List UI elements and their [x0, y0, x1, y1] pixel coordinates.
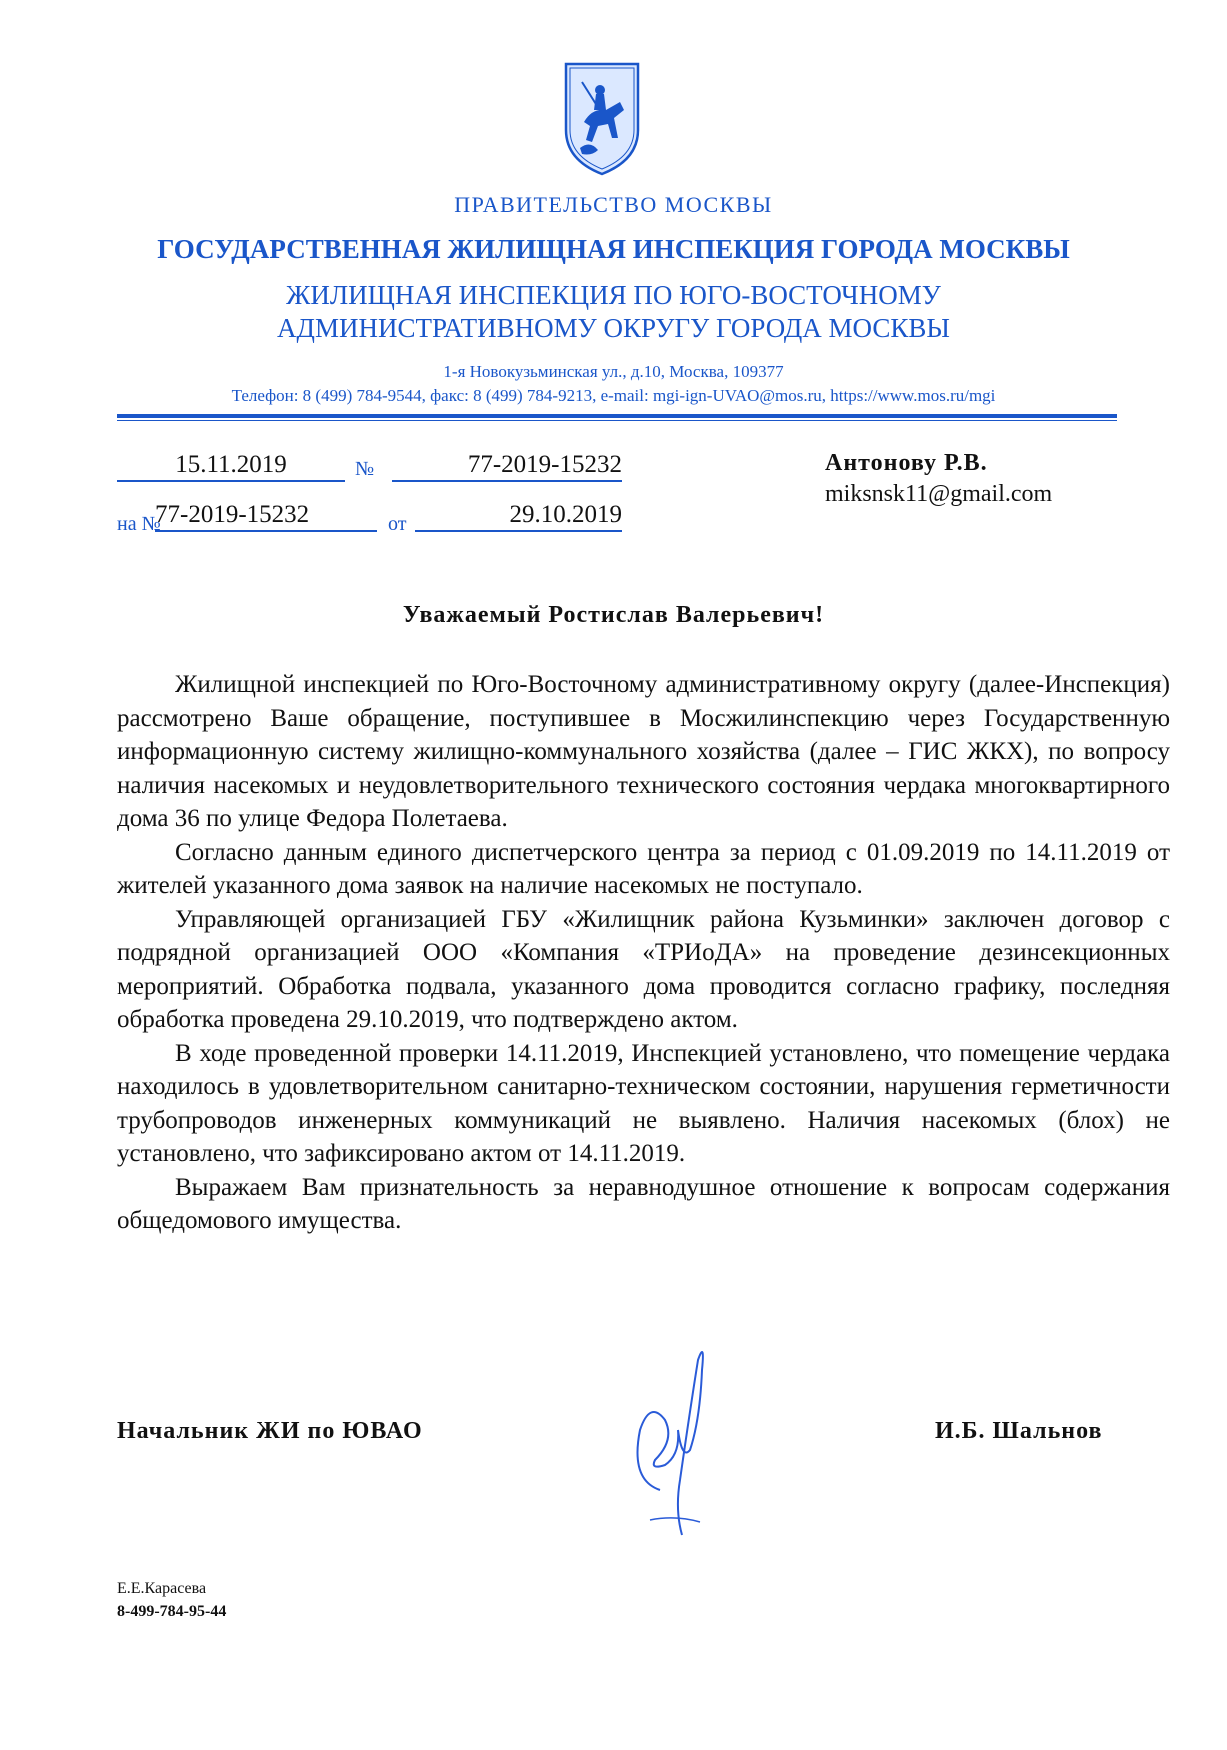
department-name-line2: АДМИНИСТРАТИВНОМУ ОКРУГУ ГОРОДА МОСКВЫ: [277, 313, 950, 343]
paragraph: В ходе проведенной проверки 14.11.2019, Инспекцией установлено, что помещение чердака находилось в удовлетворительном санитарно-техническом состоянии, нарушения герметичности трубопроводов инженерных коммуникаций не выявлено. Наличия насекомых (блох) не установлено, что зафиксировано актом от 14.11.2019.: [117, 1039, 1170, 1167]
inspection-name: ГОСУДАРСТВЕННАЯ ЖИЛИЩНАЯ ИНСПЕКЦИЯ ГОРОДА МОСКВЫ: [157, 234, 1070, 264]
reply-to-label: на №: [117, 513, 161, 535]
postal-address: 1-я Новокузьминская ул., д.10, Москва, 109377: [443, 362, 784, 381]
executor-name: Е.Е.Карасева: [117, 1580, 207, 1597]
coat-of-arms-icon: [562, 60, 642, 178]
greeting: Уважаемый Ростислав Валерьевич!: [402, 602, 825, 628]
header-divider-thin: [117, 420, 1117, 421]
executor-info: [117, 1577, 226, 1623]
executor-phone: 8-499-784-95-44: [117, 1603, 227, 1620]
handwritten-signature: [620, 1330, 730, 1550]
outgoing-number: 77-2019-15232: [392, 450, 622, 482]
letter-body: [117, 668, 1170, 1238]
addressee-email: miksnsk11@gmail.com: [825, 481, 1053, 507]
reply-to-number: 77-2019-15232: [155, 500, 377, 532]
header-divider: [117, 414, 1117, 418]
number-label: №: [355, 458, 375, 480]
paragraph: Управляющей организацией ГБУ «Жилищник района Кузьминки» заключен договор с подрядной организацией ООО «Компания «ТРИоДА» на проведение дезинсекционных мероприятий. Обработка подвала, указанного дома проводится согласно графику, последняя обработка проведена 29.10.2019, что подтверждено актом.: [117, 905, 1170, 1033]
reply-to-date: 29.10.2019: [415, 500, 622, 532]
from-label: от: [388, 513, 407, 535]
government-name: ПРАВИТЕЛЬСТВО МОСКВЫ: [454, 192, 773, 217]
paragraph: Согласно данным единого диспетчерского центра за период с 01.09.2019 по 14.11.2019 от жителей указанного дома заявок на наличие насекомых не поступало.: [117, 838, 1170, 899]
contact-info: Телефон: 8 (499) 784-9544, факс: 8 (499) 784-9213, e-mail: mgi-ign-UVAO@mos.ru, https://www.mos.ru/mgi: [231, 386, 996, 405]
department-name-line1: ЖИЛИЩНАЯ ИНСПЕКЦИЯ ПО ЮГО-ВОСТОЧНОМУ: [286, 280, 941, 310]
addressee-name: Антонову Р.В.: [825, 450, 988, 476]
signatory-name: И.Б. Шальнов: [935, 1418, 1103, 1444]
signatory-position: Начальник ЖИ по ЮВАО: [117, 1418, 423, 1444]
addressee: [825, 450, 1052, 508]
outgoing-date: 15.11.2019: [117, 450, 345, 482]
paragraph: Выражаем Вам признательность за неравнодушное отношение к вопросам содержания общедомового имущества.: [117, 1173, 1170, 1234]
paragraph: Жилищной инспекцией по Юго-Восточному административному округу (далее-Инспекция) рассмотрено Ваше обращение, поступившее в Мосжилинспекцию через Государственную информационную систему жилищно-коммунального хозяйства (далее – ГИС ЖКХ), по вопросу наличия насекомых и неудовлетворительного технического состояния чердака многоквартирного дома 36 по улице Федора Полетаева.: [117, 671, 1170, 832]
